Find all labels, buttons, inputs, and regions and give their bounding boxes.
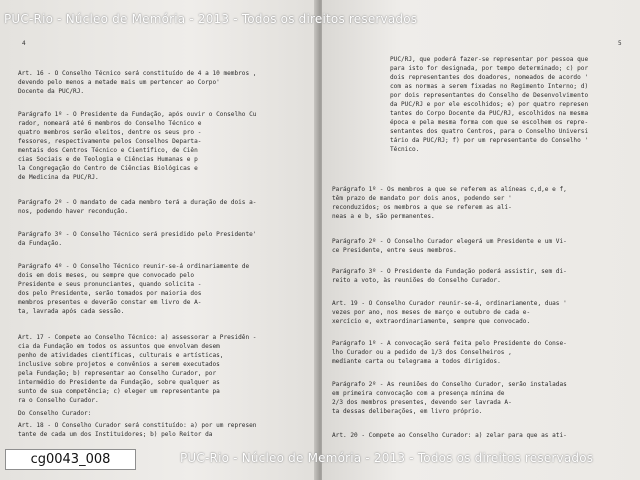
text-line: nos, podendo haver recondução.	[18, 208, 129, 215]
text-line: com as normas a serem fixadas no Regimento Interno; d)	[390, 83, 589, 90]
text-line: de Medicina da PUC/RJ.	[18, 174, 99, 181]
text-line: 2/3 dos membros presentes, devendo ser lavrada A-	[332, 399, 512, 406]
text-line: ra o Conselho Curador.	[18, 397, 99, 404]
left-page-number: 4	[22, 40, 26, 47]
right-page	[322, 0, 640, 480]
text-line: da Fundação.	[18, 240, 63, 247]
text-line: pela Fundação; b) representar ao Conselho Curador, por	[18, 370, 217, 377]
text-line: tário da PUC/RJ; f) por um representante do Conselho '	[390, 137, 589, 144]
section-heading: Do Conselho Curador:	[18, 410, 92, 417]
text-line: la Congregação do Centro de Ciências Biológicas e	[18, 165, 198, 172]
text-line: intermédio do Presidente da Fundação, sobre qualquer as	[18, 379, 220, 386]
text-line: Parágrafo 2º - O mandato de cada membro terá a duração de dois a-	[18, 199, 257, 206]
text-line: dos pelo Presidente, serão tomados por maioria dos	[18, 290, 202, 297]
text-line: devendo pelo menos a metade mais um pertencer ao Corpo'	[18, 79, 220, 86]
text-line: mediante carta ou telegrama a todos dirigidos.	[332, 358, 501, 365]
text-line: dois representantes dos doadores, nomeados de acordo '	[390, 74, 589, 81]
text-line: sentantes dos quatro Centros, para o Conselho Universi	[390, 128, 589, 135]
text-line: Parágrafo 3º - O Conselho Técnico será presidido pelo Presidente'	[18, 231, 257, 238]
text-line: Presidente e seus pronunciantes, quando solicita -	[18, 281, 202, 288]
text-line: membros presentes e deverão constar em livro de A-	[18, 299, 202, 306]
text-line: Parágrafo 2º - As reuniões do Conselho Curador, serão instaladas	[332, 381, 567, 388]
text-line: Parágrafo 1º - A convocação será feita pelo Presidente do Conse-	[332, 340, 567, 347]
text-line: sunto de sua competência; c) eleger um representante pa	[18, 388, 220, 395]
text-line: inclusive sobre projetos e convênios a serem executados	[18, 361, 220, 368]
text-line: cias Sociais e de Teologia e Ciências Humanas e p	[18, 156, 198, 163]
text-line: Parágrafo 1º - Os membros a que se referem as alíneas c,d,e e f,	[332, 186, 567, 193]
text-line: dois em dois meses, ou sempre que convocado pelo	[18, 272, 195, 279]
text-line: penho de atividades científicas, culturais e artísticas,	[18, 352, 224, 359]
text-line: lho Curador ou a pedido de 1/3 dos Conselheiros ,	[332, 349, 512, 356]
text-line: rador, nomeará até 6 membros do Conselho Técnico e	[18, 120, 202, 127]
text-line: época e pela mesma forma com que se escolhem os repre-	[390, 119, 589, 126]
left-page	[0, 0, 318, 480]
text-line: Art. 16 - O Conselho Técnico será constituído de 4 a 10 membros ,	[18, 70, 257, 77]
text-line: mentais dos Centros Técnico e Científico, de Ciên	[18, 147, 198, 154]
text-line: Parágrafo 1º - O Presidente da Fundação, após ouvir o Conselho Cu	[18, 111, 257, 118]
text-line: quatro membros serão eleitos, dentre os seus pro -	[18, 129, 202, 136]
text-line: tante de cada um dos Instituidores; b) pelo Reitor da	[18, 431, 213, 438]
text-line: Parágrafo 4º - O Conselho Técnico reunir-se-á ordinariamente de	[18, 263, 250, 270]
text-line: PUC/RJ, que poderá fazer-se representar por pessoa que	[390, 56, 589, 63]
text-line: Art. 20 - Compete ao Conselho Curador: a) zelar para que as ati-	[332, 432, 567, 439]
text-line: reito a voto, às reuniões do Conselho Curador.	[332, 277, 501, 284]
image-id-label: cg0043_008	[5, 449, 136, 470]
text-line: Docente da PUC/RJ.	[18, 88, 85, 95]
text-line: ce Presidente, entre seus membros.	[332, 247, 457, 254]
text-line: reconduzidos; os membros a que se referem as alí-	[332, 204, 512, 211]
text-line: ta dessas deliberações, em livro próprio.	[332, 408, 483, 415]
text-line: tantes do Corpo Docente da PUC/RJ, escolhidos na mesma	[390, 110, 589, 117]
text-line: Parágrafo 2º - O Conselho Curador elegerá um Presidente e um Vi-	[332, 238, 567, 245]
text-line: para isto for designada, por tempo determinado; c) por	[390, 65, 589, 72]
text-line: por dois representantes do Conselho de Desenvolvimento	[390, 92, 589, 99]
right-page-number: 5	[618, 40, 622, 47]
text-line: ta, lavrada após cada sessão.	[18, 308, 125, 315]
text-line: cia da Fundação em todos os assuntos que envolvam desem	[18, 343, 220, 350]
watermark-bottom: PUC-Rio - Núcleo de Memória - 2013 - Todos os direitos reservados	[180, 451, 594, 465]
text-line: da PUC/RJ e por ele escolhidos; e) por quatro represen	[390, 101, 589, 108]
text-line: fessores, respectivamente pelos Conselhos Departa-	[18, 138, 202, 145]
text-line: Art. 19 - O Conselho Curador reunir-se-á, ordinariamente, duas '	[332, 300, 567, 307]
watermark-top: PUC-Rio - Núcleo de Memória - 2013 - Todos os direitos reservados	[4, 12, 418, 26]
text-line: em primeira convocação com a presença mínima de	[332, 390, 505, 397]
text-line: neas a e b, são permanentes.	[332, 213, 435, 220]
text-line: Parágrafo 3º - O Presidente da Fundação poderá assistir, sem di-	[332, 268, 567, 275]
text-line: xercício e, extraordinariamente, sempre que convocado.	[332, 318, 531, 325]
text-line: Técnico.	[390, 146, 420, 153]
text-line: Art. 17 - Compete ao Conselho Técnico: a) assessorar a Presidên -	[18, 334, 257, 341]
text-line: Art. 18 - O Conselho Curador será constituído: a) por um represen	[18, 422, 257, 429]
text-line: têm prazo de mandato por dois anos, podendo ser '	[332, 195, 512, 202]
text-line: vezes por ano, nos meses de março e outubro de cada e-	[332, 309, 531, 316]
